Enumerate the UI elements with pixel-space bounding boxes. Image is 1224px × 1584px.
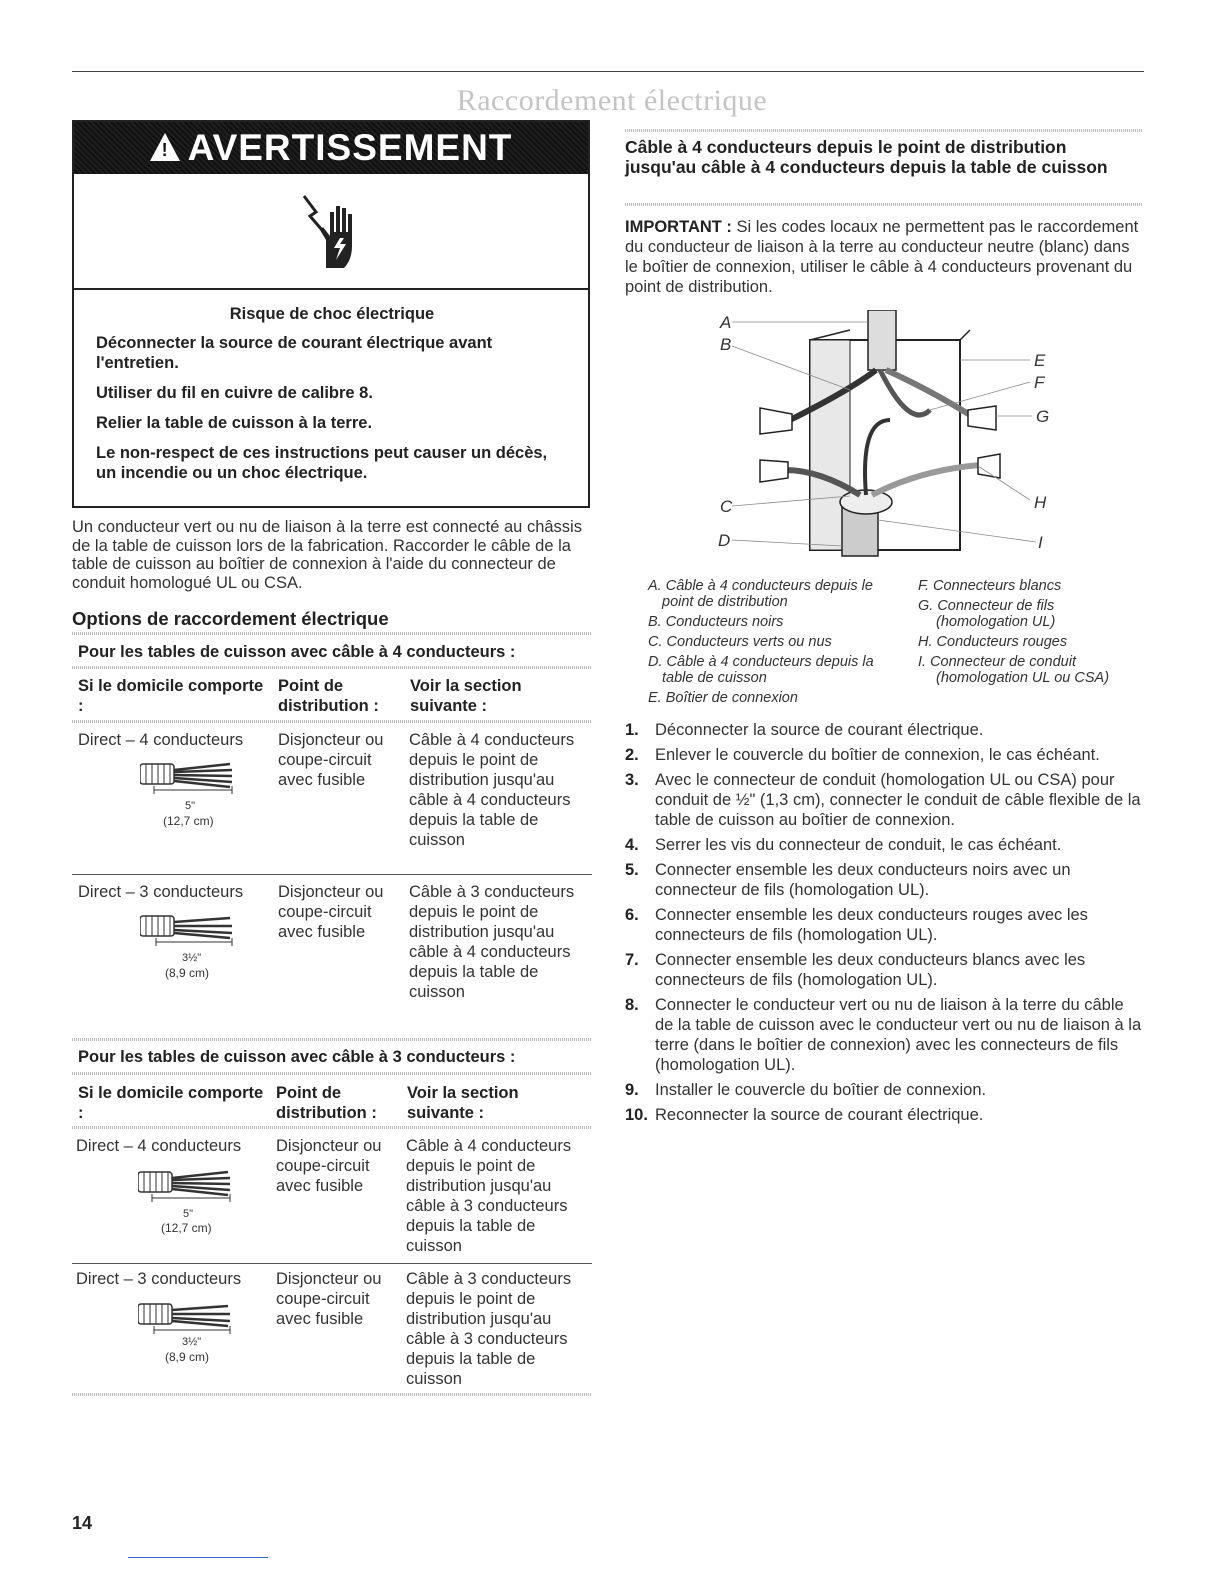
row-home: Direct – 3 conducteurs [78, 883, 244, 901]
step: 3. Avec le connecteur de conduit (homologation UL ou CSA) pour conduit de ½" (1,3 cm), connecter le conduit de câble flexible de la table de cuisson au boîtier de connexion. [625, 770, 1145, 830]
col-head-section: Voir la section suivante : [407, 1084, 519, 1122]
step: 2. Enlever le couvercle du boîtier de connexion, le cas échéant. [625, 746, 1100, 764]
diagram-letter-d: D [718, 531, 731, 550]
cable-length-cm: (8,9 cm) [165, 966, 210, 980]
options-title: Options de raccordement électrique [72, 608, 389, 629]
cable-illustration [140, 760, 240, 801]
cable-length-cm: (8,9 cm) [165, 1350, 210, 1364]
step-text: Installer le couvercle du boîtier de connexion. [655, 1081, 987, 1099]
warning-risk: Risque de choc électrique [229, 305, 435, 323]
warning-header [74, 122, 588, 174]
cable-length: 5" [183, 1208, 194, 1220]
shade-rule [625, 203, 1142, 206]
step: 8. Connecter le conducteur vert ou nu de liaison à la terre du câble de la table de cuisson avec le conducteur vert ou nu de liaison à la terre (dans le boîtier de connexion) avec les connecteurs de fils (homologation UL). [625, 995, 1145, 1075]
shade-rule [72, 666, 592, 669]
row-dist: Disjoncteur ou coupe-circuit avec fusible [278, 731, 384, 789]
intro-paragraph: Un conducteur vert ou nu de liaison à la terre est connecté au châssis de la table de cuisson lors de la fabrication. Raccorder le câble de la table de cuisson au boîtier de connexion à l'aide du connecteur de conduit homologué UL ou CSA. [72, 518, 582, 592]
diagram-letter-a: A [720, 313, 732, 332]
step-text: Connecter le conducteur vert ou nu de liaison à la terre du câble de la table de cuisson avec le conducteur vert ou nu de liaison à la terre (dans le boîtier de connexion) avec les connecteurs de fils (homologation UL). [655, 996, 1142, 1074]
table3-header: Pour les tables de cuisson avec câble à 3 conducteurs : [78, 1048, 516, 1066]
step: 5. Connecter ensemble les deux conducteurs noirs avec un connecteur de fils (homologation UL). [625, 860, 1145, 900]
shade-rule [72, 1038, 592, 1041]
bottom-rule [128, 1557, 268, 1558]
row-dist: Disjoncteur ou coupe-circuit avec fusible [276, 1137, 382, 1195]
shade-rule [72, 1393, 592, 1396]
step: 9. Installer le couvercle du boîtier de connexion. [625, 1081, 987, 1099]
warning-box [72, 120, 590, 508]
cable-illustration [138, 1300, 238, 1341]
step: 4. Serrer les vis du connecteur de conduit, le cas échéant. [625, 836, 1062, 854]
col-head-home: Si le domicile comporte : [78, 1084, 264, 1122]
cable-length: 5" [185, 800, 196, 812]
step: 1. Déconnecter la source de courant électrique. [625, 721, 984, 739]
step-text: Reconnecter la source de courant électrique. [655, 1106, 984, 1124]
cable-length: 3½" [182, 952, 202, 964]
step: 10. Reconnecter la source de courant électrique. [625, 1106, 984, 1124]
step: 6. Connecter ensemble les deux conducteurs rouges avec les connecteurs de fils (homologation UL). [625, 905, 1145, 945]
row-section: Câble à 4 conducteurs depuis le point de distribution jusqu'au câble à 4 conducteurs depuis la table de cuisson [409, 731, 575, 849]
legend-item: G. Connecteur de fils (homologation UL) [918, 598, 1056, 630]
diagram-letter-i: I [1038, 533, 1043, 552]
row-home: Direct – 3 conducteurs [76, 1270, 242, 1288]
warning-triangle-icon: ! [150, 133, 180, 161]
warning-text [74, 290, 588, 483]
page-title: Raccordement électrique [456, 84, 768, 117]
legend-left [648, 578, 898, 706]
row-section: Câble à 4 conducteurs depuis le point de distribution jusqu'au câble à 3 conducteurs depuis la table de cuisson [406, 1137, 572, 1255]
warning-line: Utiliser du fil en cuivre de calibre 8. [96, 384, 373, 402]
row-section: Câble à 3 conducteurs depuis le point de distribution jusqu'au câble à 4 conducteurs depuis la table de cuisson [409, 883, 575, 1001]
legend-item: I. Connecteur de conduit (homologation UL ou CSA) [918, 654, 1110, 686]
step-text: Connecter ensemble les deux conducteurs noirs avec un connecteur de fils (homologation UL). [655, 861, 1071, 899]
diagram-letter-c: C [720, 497, 733, 516]
diagram-letter-f: F [1034, 373, 1045, 392]
legend-item: A. Câble à 4 conducteurs depuis le point de distribution [648, 578, 873, 610]
row-home: Direct – 4 conducteurs [76, 1137, 242, 1155]
shade-rule [72, 1072, 592, 1075]
shade-rule [625, 129, 1142, 132]
legend-item: H. Conducteurs rouges [918, 634, 1068, 650]
diagram-letter-h: H [1034, 493, 1047, 512]
step-text: Enlever le couvercle du boîtier de connexion, le cas échéant. [655, 746, 1100, 764]
warning-line: Le non-respect de ces instructions peut causer un décès, un incendie ou un choc électrique. [96, 444, 548, 482]
important-note [625, 217, 1140, 297]
warning-line: Déconnecter la source de courant électrique avant l'entretien. [96, 334, 493, 372]
section-heading: Câble à 4 conducteurs depuis le point de distribution jusqu'au câble à 4 conducteurs depuis la table de cuisson [625, 137, 1108, 177]
legend-item: D. Câble à 4 conducteurs depuis la table de cuisson [648, 654, 874, 686]
cable-length-cm: (12,7 cm) [161, 1221, 212, 1235]
step-text: Serrer les vis du connecteur de conduit, le cas échéant. [655, 836, 1062, 854]
shade-rule [72, 632, 592, 635]
diagram-letter-e: E [1034, 351, 1046, 370]
top-rule [72, 71, 1144, 72]
legend-item: B. Conducteurs noirs [648, 614, 784, 630]
important-text: Si les codes locaux ne permettent pas le raccordement du conducteur de liaison à la terre au conducteur neutre (blanc) dans le boîtier de connexion, utiliser le câble à 4 conducteurs provenant du point de distribution. [625, 218, 1139, 296]
row-dist: Disjoncteur ou coupe-circuit avec fusible [278, 883, 384, 941]
col-head-dist: Point de distribution : [278, 677, 379, 715]
cable-illustration [140, 912, 240, 953]
row-dist: Disjoncteur ou coupe-circuit avec fusible [276, 1270, 382, 1328]
step-text: Connecter ensemble les deux conducteurs blancs avec les connecteurs de fils (homologation UL). [655, 951, 1086, 989]
step-text: Avec le connecteur de conduit (homologation UL ou CSA) pour conduit de ½" (1,3 cm), connecter le conduit de câble flexible de la table de cuisson au boîtier de connexion. [655, 771, 1141, 829]
step: 7. Connecter ensemble les deux conducteurs blancs avec les connecteurs de fils (homologation UL). [625, 950, 1145, 990]
wiring-diagram [700, 310, 1080, 565]
shade-rule [72, 720, 592, 723]
warning-line: Relier la table de cuisson à la terre. [96, 414, 373, 432]
electric-shock-hand-icon [296, 190, 366, 272]
shock-hazard-area [74, 174, 588, 290]
row-section: Câble à 3 conducteurs depuis le point de distribution jusqu'au câble à 3 conducteurs depuis la table de cuisson [406, 1270, 572, 1388]
legend-right [918, 578, 1143, 686]
cable-length-cm: (12,7 cm) [163, 814, 214, 828]
page-number: 14 [72, 1513, 93, 1533]
row-home: Direct – 4 conducteurs [78, 731, 244, 749]
diagram-letter-g: G [1036, 407, 1050, 426]
step-text: Connecter ensemble les deux conducteurs rouges avec les connecteurs de fils (homologation UL). [655, 906, 1088, 944]
instruction-steps [625, 720, 1145, 1130]
cable-length: 3½" [182, 1336, 202, 1348]
row-divider [72, 874, 592, 875]
diagram-letter-b: B [720, 335, 732, 354]
legend-item: C. Conducteurs verts ou nus [648, 634, 832, 650]
legend-item: E. Boîtier de connexion [648, 690, 798, 706]
shade-rule [72, 1126, 592, 1129]
table4-header: Pour les tables de cuisson avec câble à 4 conducteurs : [78, 643, 516, 661]
important-label: IMPORTANT : [625, 218, 732, 236]
row-divider [72, 1263, 592, 1264]
col-head-section: Voir la section suivante : [410, 677, 522, 715]
step-text: Déconnecter la source de courant électrique. [655, 721, 984, 739]
cable-illustration [138, 1168, 238, 1209]
warning-title: AVERTISSEMENT [187, 127, 513, 168]
col-head-home: Si le domicile comporte : [78, 677, 264, 715]
legend-item: F. Connecteurs blancs [918, 578, 1062, 594]
col-head-dist: Point de distribution : [276, 1084, 377, 1122]
